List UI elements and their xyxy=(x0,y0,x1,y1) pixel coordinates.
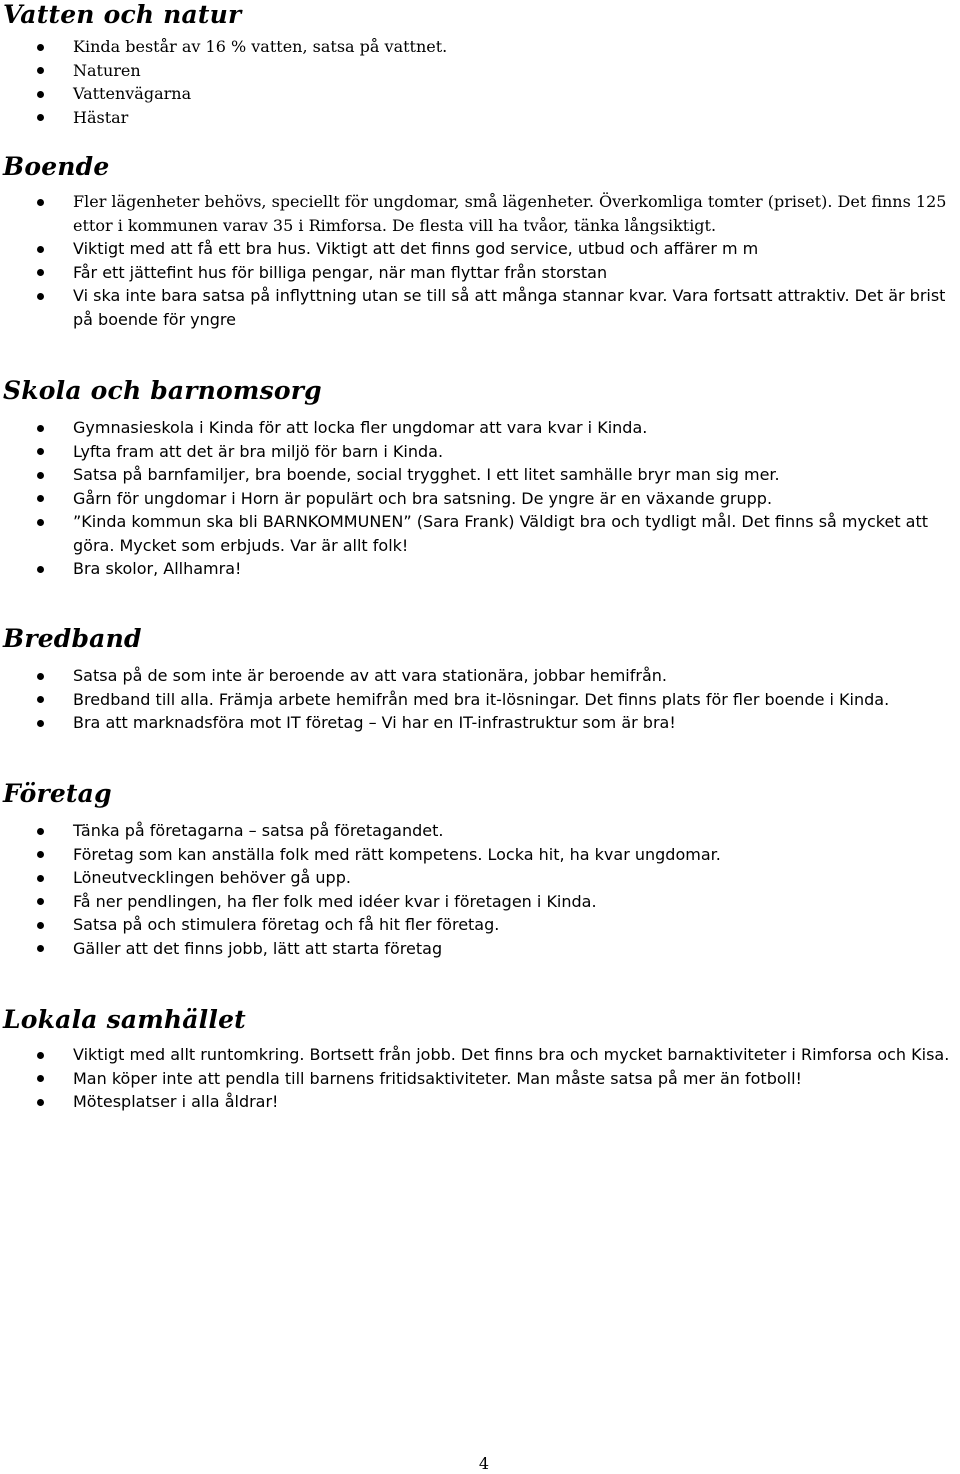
list-item xyxy=(0,106,960,130)
bullet-icon xyxy=(37,945,44,952)
bullet-icon xyxy=(37,293,44,300)
list-item xyxy=(0,59,960,83)
bullet-icon xyxy=(37,875,44,882)
section-heading: Företag xyxy=(3,779,112,808)
section-lokala-samhallet xyxy=(0,1005,960,1114)
list-item-text: Bra skolor, Allhamra! xyxy=(73,559,242,578)
list-item-text: Företag som kan anställa folk med rätt kompetens. Locka hit, ha kvar ungdomar. xyxy=(73,844,721,864)
bullet-icon xyxy=(37,472,44,479)
list-item-text: Gårn för ungdomar i Horn är populärt och bra satsning. De yngre är en växande grupp. xyxy=(73,488,773,508)
list-item xyxy=(0,664,960,688)
list-item xyxy=(0,819,960,843)
list-item-text: Vi ska inte bara satsa på inflyttning utan se till så att många stannar kvar. Vara fortsatt attraktiv. Det är brist på boende för yngre xyxy=(73,286,946,329)
list-item-text: Bra att marknadsföra mot IT företag – Vi har en IT-infrastruktur som är bra! xyxy=(73,713,676,732)
bullet-list xyxy=(0,819,960,960)
bullet-list xyxy=(0,190,960,331)
list-item xyxy=(0,557,960,581)
list-item-text: Kinda består av 16 % vatten, satsa på vattnet. xyxy=(73,37,448,56)
bullet-icon xyxy=(37,114,44,121)
list-item-text: Gäller att det finns jobb, lätt att starta företag xyxy=(73,938,443,958)
section-skola-och-barnomsorg xyxy=(0,376,960,581)
list-item-text: Löneutvecklingen behöver gå upp. xyxy=(73,868,351,887)
section-bredband xyxy=(0,624,960,735)
list-item xyxy=(0,688,960,712)
list-item xyxy=(0,913,960,937)
bullet-icon xyxy=(37,495,44,502)
bullet-icon xyxy=(37,519,44,526)
bullet-icon xyxy=(37,922,44,929)
list-item-text: Bredband till alla. Främja arbete hemifrån med bra it-lösningar. Det finns plats för fler boende i Kinda. xyxy=(73,689,890,709)
list-item xyxy=(0,843,960,867)
bullet-list xyxy=(0,35,960,129)
section-heading: Lokala samhället xyxy=(3,1005,246,1034)
section-heading: Bredband xyxy=(3,624,142,653)
list-item-text: Satsa på och stimulera företag och få hit fler företag. xyxy=(73,915,500,934)
list-item xyxy=(0,890,960,914)
section-heading: Boende xyxy=(3,152,110,181)
section-vatten-och-natur xyxy=(0,0,960,129)
section-heading: Vatten och natur xyxy=(3,0,242,29)
list-item xyxy=(0,463,960,487)
bullet-icon xyxy=(37,91,44,98)
list-item-text: Viktigt med att få ett bra hus. Viktigt att det finns god service, utbud och affärer m m xyxy=(73,239,759,258)
bullet-icon xyxy=(37,696,44,703)
list-item xyxy=(0,416,960,440)
list-item xyxy=(0,510,960,557)
page-number-text: 4 xyxy=(478,1454,490,1473)
list-item-text: Satsa på barnfamiljer, bra boende, social trygghet. I ett litet samhälle bryr man sig mer. xyxy=(73,465,780,484)
bullet-icon xyxy=(37,851,44,858)
list-item-text: ”Kinda kommun ska bli BARNKOMMUNEN” (Sara Frank) Väldigt bra och tydligt mål. Det finns så mycket att göra. Mycket som erbjuds. Var är allt folk! xyxy=(73,512,929,555)
list-item xyxy=(0,487,960,511)
list-item xyxy=(0,711,960,735)
list-item-text: Mötesplatser i alla åldrar! xyxy=(73,1092,279,1111)
page-number xyxy=(0,1454,960,1474)
bullet-icon xyxy=(37,720,44,727)
list-item-text: Viktigt med allt runtomkring. Bortsett från jobb. Det finns bra och mycket barnaktiviteter i Rimforsa och Kisa. xyxy=(73,1045,950,1064)
bullet-icon xyxy=(37,246,44,253)
bullet-list xyxy=(0,416,960,581)
list-item xyxy=(0,261,960,285)
bullet-icon xyxy=(37,199,44,206)
list-item xyxy=(0,866,960,890)
list-item-text: Gymnasieskola i Kinda för att locka fler ungdomar att vara kvar i Kinda. xyxy=(73,418,648,437)
bullet-icon xyxy=(37,1075,44,1082)
list-item-text: Tänka på företagarna – satsa på företagandet. xyxy=(73,821,444,840)
list-item xyxy=(0,1090,960,1114)
bullet-icon xyxy=(37,448,44,455)
bullet-icon xyxy=(37,828,44,835)
bullet-icon xyxy=(37,566,44,573)
list-item-text: Lyfta fram att det är bra miljö för barn i Kinda. xyxy=(73,441,444,461)
list-item xyxy=(0,440,960,464)
bullet-icon xyxy=(37,269,44,276)
list-item xyxy=(0,190,960,237)
list-item-text: Naturen xyxy=(73,60,141,80)
section-boende xyxy=(0,152,960,331)
bullet-list xyxy=(0,664,960,735)
section-foretag xyxy=(0,779,960,960)
list-item-text: Fler lägenheter behövs, speciellt för ungdomar, små lägenheter. Överkomliga tomter (priset). Det finns 125 ettor i kommunen varav 35 i Rimforsa. De flesta vill ha tvåor, tänka långsiktigt. xyxy=(73,192,947,235)
bullet-icon xyxy=(37,673,44,680)
list-item xyxy=(0,35,960,59)
section-heading: Skola och barnomsorg xyxy=(3,376,322,405)
list-item-text: Vattenvägarna xyxy=(73,84,192,103)
list-item-text: Får ett jättefint hus för billiga pengar, när man flyttar från storstan xyxy=(73,262,608,282)
list-item xyxy=(0,1067,960,1091)
list-item xyxy=(0,1043,960,1067)
list-item xyxy=(0,237,960,261)
list-item-text: Få ner pendlingen, ha fler folk med idéer kvar i företagen i Kinda. xyxy=(73,891,597,911)
bullet-icon xyxy=(37,1052,44,1059)
bullet-icon xyxy=(37,898,44,905)
list-item-text: Satsa på de som inte är beroende av att vara stationära, jobbar hemifrån. xyxy=(73,666,667,685)
list-item-text: Hästar xyxy=(73,107,129,127)
bullet-icon xyxy=(37,425,44,432)
bullet-icon xyxy=(37,44,44,51)
list-item xyxy=(0,937,960,961)
list-item xyxy=(0,284,960,331)
bullet-icon xyxy=(37,67,44,74)
bullet-icon xyxy=(37,1099,44,1106)
bullet-list xyxy=(0,1043,960,1114)
list-item xyxy=(0,82,960,106)
list-item-text: Man köper inte att pendla till barnens fritidsaktiviteter. Man måste satsa på mer än fotboll! xyxy=(73,1068,802,1088)
